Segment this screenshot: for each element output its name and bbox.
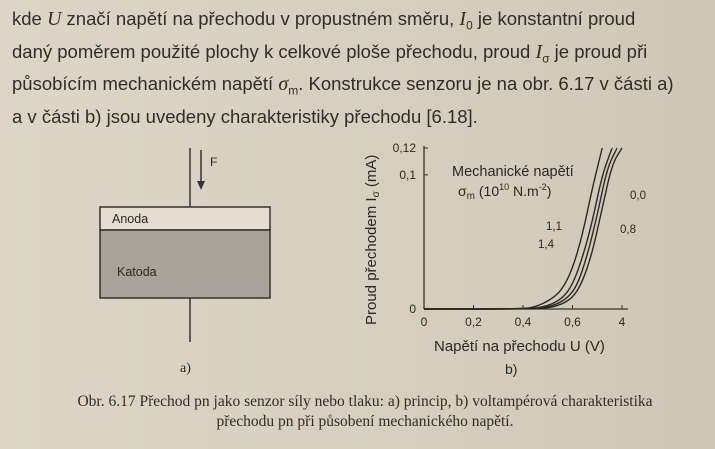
series-label-0-0: 0,0 xyxy=(630,190,646,202)
part-b-label: b) xyxy=(505,361,518,377)
series-label-1-1: 1,1 xyxy=(546,221,562,233)
x-tick-label: 4 xyxy=(618,315,626,329)
y-ticks xyxy=(393,141,428,316)
sensor-diagram xyxy=(100,148,270,376)
y-tick-label: 0 xyxy=(409,302,416,316)
caption-line-2: přechodu pn při působení mechanického napětí. xyxy=(216,413,514,430)
figure-caption xyxy=(30,392,700,432)
x-tick-label: 0,6 xyxy=(564,315,581,329)
variable-u: U xyxy=(46,8,62,30)
series-label-0-8: 0,8 xyxy=(620,224,636,236)
force-label: F xyxy=(210,155,218,169)
caption-line-1: Obr. 6.17 Přechod pn jako senzor síly nebo tlaku: a) princip, b) voltampérová charakteristika xyxy=(77,393,653,410)
y-tick-label: 0,1 xyxy=(399,167,416,182)
force-arrow-icon xyxy=(197,181,205,190)
paragraph-line-2: daný poměrem použité plochy k celkové ploše přechodu, proud $I_\sigma$ je proud při xyxy=(12,40,648,66)
x-tick-label: 0 xyxy=(420,315,428,329)
iv-characteristic-chart xyxy=(363,141,646,377)
series-label-1-4: 1,4 xyxy=(538,239,554,251)
legend-title-line-1: Mechanické napětí xyxy=(452,164,574,180)
x-tick-label: 0,4 xyxy=(514,315,532,329)
cathode-label: Katoda xyxy=(117,265,157,279)
variable-i0: I xyxy=(459,8,467,30)
anode-label: Anoda xyxy=(112,212,149,226)
paragraph-line-1: kde U značí napětí na přechodu v propustném směru, $I_0$ je konstantní proud xyxy=(12,8,636,33)
variable-i-sigma: I xyxy=(535,40,543,63)
cathode-layer xyxy=(100,230,270,298)
x-tick-label: 0,2 xyxy=(465,315,482,329)
x-axis-label: Napětí na přechodu U (V) xyxy=(434,338,605,355)
paragraph-line-3: působícím mechanickém napětí $\sigma_m$. Konstrukce senzoru je na obr. 6.17 v části a) xyxy=(12,73,674,99)
y-axis-label: Proud přechodem $I_\sigma$ (mA) xyxy=(363,154,382,325)
legend-title-line-2: $\sigma_m$ ($10^{10}$ $N.m^{-2}$) xyxy=(458,182,552,202)
y-tick-label: 0,12 xyxy=(392,141,416,155)
part-a-label: a) xyxy=(180,361,191,376)
variable-sigma-m: σ xyxy=(278,73,289,96)
paragraph-line-4: a v části b) jsou uvedeny charakteristiky přechodu [6.18]. xyxy=(12,106,478,128)
